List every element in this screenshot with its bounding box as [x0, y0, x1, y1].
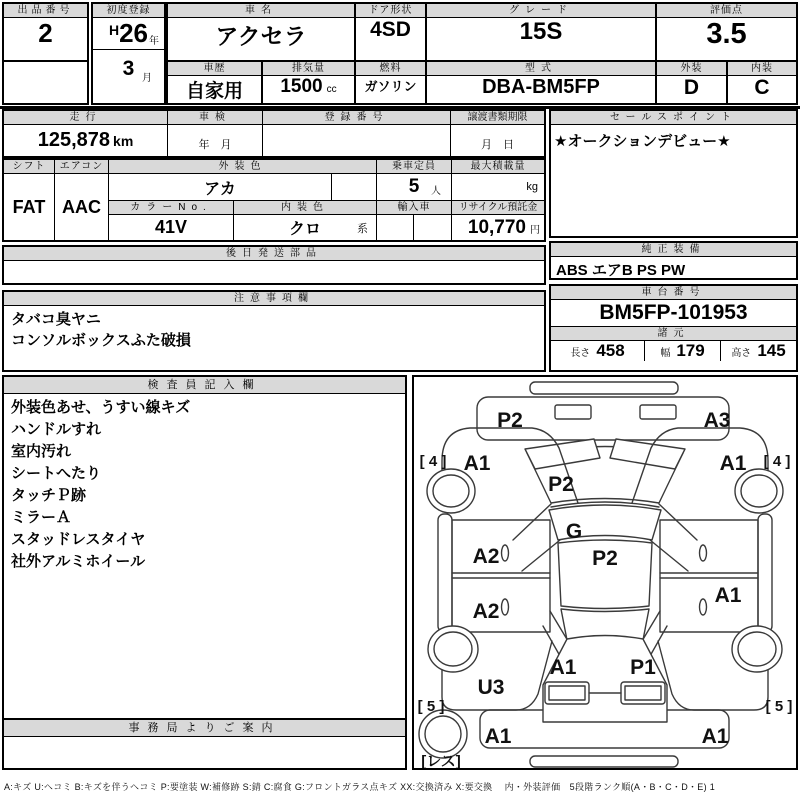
car-diagram-svg [414, 377, 796, 768]
grade-header: グレード [427, 4, 655, 18]
exterior-grade-header: 外装 [657, 62, 726, 76]
model-code-box [425, 60, 657, 105]
color-no-header: カラーNo. [109, 201, 234, 215]
grade-box [425, 2, 657, 62]
capacity-header: 乗車定員 [377, 160, 451, 174]
fuel-box [354, 60, 427, 105]
office-info-header: 事務局よりご案内 [4, 720, 405, 737]
transfer-deadline-header: 譲渡書類期限 [451, 111, 544, 125]
legend-footer: A:キズ U:ヘコミ B:キズを伴うヘコミ P:要塗装 W:補修跡 S:錆 C:腐食 G:フロントガラス点キズ XX:交換済み X:要交換 内・外装評価 5段階ランク順(A・B・C・D・E) 1 [4, 782, 716, 792]
oem-equipment-box [549, 241, 798, 280]
damage-code-label: A2 [472, 600, 500, 623]
first-registration-month [93, 50, 164, 88]
fuel-value: ガソリン [364, 79, 417, 94]
damage-code-label: P1 [630, 656, 656, 679]
inspector-notes-header: 検査員記入欄 [4, 377, 405, 394]
chassis-number-value: BM5FP-101953 [551, 300, 796, 327]
registration-number-cell [263, 111, 451, 156]
office-info-box [2, 718, 407, 770]
sales-point-box [549, 109, 798, 238]
displacement-value [263, 76, 354, 98]
load-recycle-group [452, 160, 544, 240]
max-load-header: 最大積載量 [452, 160, 544, 174]
damage-code-label: [ 5 ] [765, 698, 793, 715]
displacement-unit: cc [326, 84, 337, 95]
exterior-grade-value: D [683, 76, 700, 99]
car-name-header: 車名 [168, 4, 354, 18]
recycle-number: 10,770 [467, 216, 526, 238]
text-line: コンソルボックスふた破損 [11, 332, 191, 349]
capacity-value [377, 174, 451, 200]
text-line: 室内汚れ [11, 443, 72, 460]
text-line: ミラーＡ [11, 509, 72, 526]
month-unit: 月 [142, 73, 152, 84]
oem-equipment-header: 純正装備 [551, 243, 796, 257]
damage-code-label: [ 5 ] [417, 698, 445, 715]
damage-code-label: A1 [701, 725, 729, 748]
year-value: 26 [119, 18, 149, 48]
length-label: 長さ [570, 347, 591, 359]
damage-code-label: U3 [477, 676, 505, 699]
chassis-number-header: 車台番号 [551, 286, 796, 300]
aircon-cell [55, 160, 109, 240]
text-line: タバコ臭ヤニ [11, 311, 101, 328]
text-line: スタッドレスタイヤ [11, 531, 146, 548]
damage-code-label: A3 [703, 409, 731, 432]
mileage-value [4, 125, 167, 156]
transfer-deadline-cell [451, 111, 544, 156]
door-shape-value: 4SD [370, 18, 411, 41]
height-cell [721, 341, 796, 361]
damage-diagram-box [412, 375, 798, 770]
interior-color-name: クロ [288, 221, 321, 238]
fuel-header: 燃料 [356, 62, 425, 76]
transfer-deadline-value: 月 日 [481, 139, 514, 151]
first-registration-year [93, 18, 164, 50]
score-header: 評価点 [657, 4, 796, 18]
length-value: 458 [596, 341, 625, 360]
exterior-color-value: アカ [109, 174, 332, 200]
exterior-color-extra-cell [332, 174, 377, 200]
width-label: 幅 [660, 347, 671, 359]
text-line: シートへたり [11, 465, 102, 482]
notes-lines [4, 306, 544, 354]
interior-grade-box [726, 60, 798, 105]
inspector-notes-box [2, 375, 407, 720]
height-label: 高さ [731, 347, 752, 359]
model-code-value: DBA-BM5FP [482, 76, 600, 98]
recycle-unit: 円 [530, 225, 540, 236]
length-cell [551, 341, 645, 361]
aircon-header: エアコン [55, 160, 108, 174]
damage-code-label: A2 [472, 545, 500, 568]
model-code-header: 型式 [427, 62, 655, 76]
registration-number-header: 登録番号 [263, 111, 450, 125]
capacity-number: 5 [408, 176, 420, 197]
import-car-header: 輸入車 [377, 201, 451, 215]
interior-color-header: 内装色 [234, 201, 377, 215]
shift-cell [4, 160, 55, 240]
damage-code-label: A1 [549, 656, 577, 679]
inspection-cell [168, 111, 263, 156]
first-registration-header: 初度登録 [93, 4, 164, 18]
mileage-unit: km [113, 132, 134, 149]
registration-number-value [263, 125, 450, 156]
first-registration-box [91, 2, 166, 105]
width-cell [645, 341, 721, 361]
text-line: 外装色あせ、うすい線キズ [11, 399, 191, 416]
chassis-number-box [549, 284, 798, 372]
aircon-value: AAC [62, 196, 101, 217]
mileage-cell [4, 111, 168, 156]
car-history-header: 車歴 [168, 62, 261, 76]
score-value: 3.5 [706, 18, 747, 50]
year-unit: 年 [149, 36, 159, 47]
displacement-box [261, 60, 356, 105]
damage-code-label: [ 4 ] [763, 453, 791, 470]
damage-code-label: A1 [484, 725, 512, 748]
mileage-row-box [2, 109, 546, 158]
shift-header: シフト [4, 160, 54, 174]
recycle-value [452, 215, 544, 240]
color-group [109, 160, 452, 240]
color-equip-box [2, 158, 546, 242]
oem-equipment-value: ABS エアB PS PW [556, 262, 686, 279]
notes-box [2, 290, 546, 372]
later-parts-header: 後日発送部品 [4, 247, 544, 261]
damage-code-label: P2 [592, 547, 618, 570]
door-shape-header: ドア形状 [356, 4, 425, 18]
text-line: タッチＰ跡 [11, 487, 87, 504]
exterior-color-header: 外装色 [109, 160, 377, 174]
text-line: 社外アルミホイール [11, 553, 146, 570]
mileage-header: 走行 [4, 111, 167, 125]
lot-number-header: 出品番号 [4, 4, 87, 18]
import-car-cell-1 [377, 215, 414, 240]
car-name-value: アクセラ [215, 23, 307, 49]
era-letter: H [108, 22, 120, 38]
displacement-header: 排気量 [263, 62, 354, 76]
month-value: 3 [122, 57, 135, 80]
door-shape-box [354, 2, 427, 62]
mileage-number: 125,878 [37, 129, 111, 151]
import-car-cell-2 [414, 215, 451, 240]
damage-code-label: [ 4 ] [419, 453, 447, 470]
damage-code-label: [レス] [421, 753, 461, 768]
exterior-grade-box [655, 60, 728, 105]
car-history-value: 自家用 [185, 81, 243, 102]
interior-color-suffix: 系 [357, 223, 368, 235]
interior-grade-value: C [754, 76, 770, 99]
car-name-box [166, 2, 356, 62]
damage-code-label: A1 [463, 452, 491, 475]
dimensions-row [551, 341, 796, 361]
width-value: 179 [676, 341, 705, 360]
notes-header: 注意事項欄 [4, 292, 544, 306]
grade-value: 15S [519, 18, 563, 45]
lot-empty-cell [2, 60, 89, 105]
inspector-notes-lines [4, 394, 405, 576]
shift-value: FAT [12, 196, 46, 217]
interior-grade-header: 内装 [728, 62, 796, 76]
interior-color-value [234, 215, 377, 240]
damage-code-label: P2 [548, 473, 574, 496]
color-no-value: 41V [109, 215, 234, 240]
height-value: 145 [757, 341, 786, 360]
sales-point-header: セールスポイント [551, 111, 796, 125]
damage-code-label: A1 [714, 584, 742, 607]
car-history-box [166, 60, 263, 105]
damage-code-label: A1 [719, 452, 747, 475]
lot-number-value: 2 [38, 18, 53, 48]
displacement-number: 1500 [280, 76, 323, 97]
damage-code-label: G [565, 520, 583, 543]
later-parts-box [2, 245, 546, 285]
spec-header: 諸元 [551, 327, 796, 341]
inspection-value: 年 月 [198, 139, 232, 151]
damage-code-label: P2 [497, 409, 523, 432]
sales-point-value: ★オークションデビュー★ [554, 133, 731, 150]
recycle-header: リサイクル預託金 [452, 201, 544, 215]
text-line: ハンドルすれ [11, 421, 102, 438]
inspection-header: 車検 [168, 111, 262, 125]
capacity-unit: 人 [431, 186, 441, 197]
lot-number-box [2, 2, 89, 62]
max-load-value: kg [452, 174, 544, 201]
score-box [655, 2, 798, 62]
